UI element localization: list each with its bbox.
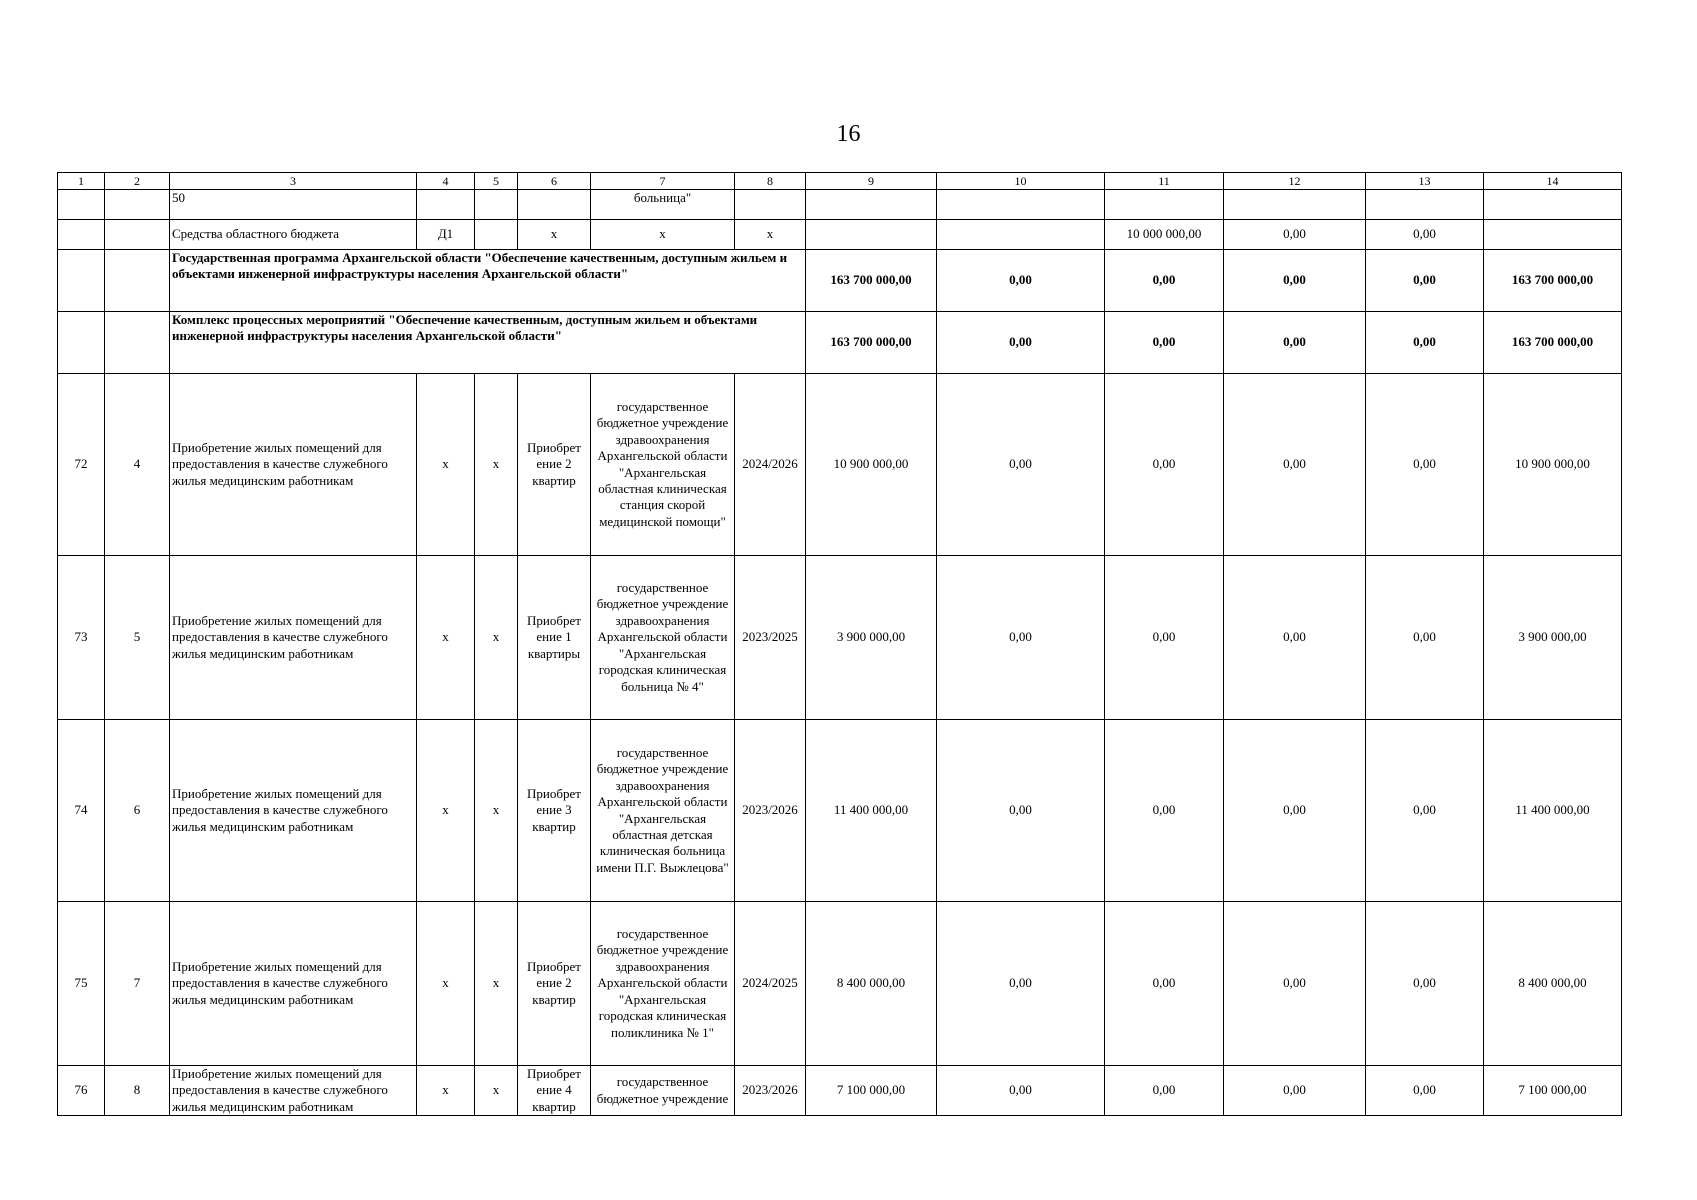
complex-c13: 0,00: [1366, 312, 1484, 374]
table-row: [58, 902, 1622, 1066]
budget-c13-cell: 0,00: [1366, 220, 1484, 250]
program-c14: 163 700 000,00: [1484, 250, 1622, 312]
item-number: 5: [105, 556, 170, 720]
complex-row: [58, 312, 1622, 374]
program-c12: 0,00: [1224, 250, 1366, 312]
c10-value: 0,00: [937, 720, 1105, 902]
column-number: 6: [518, 173, 591, 190]
c4-cell: х: [417, 902, 475, 1066]
column-number: 9: [806, 173, 937, 190]
table-row: [58, 556, 1622, 720]
budget-c8-cell: х: [735, 220, 806, 250]
c11-value: 0,00: [1105, 720, 1224, 902]
period-cell: 2023/2025: [735, 556, 806, 720]
complex-c10: 0,00: [937, 312, 1105, 374]
period-cell: 2023/2026: [735, 720, 806, 902]
column-number: 5: [475, 173, 518, 190]
table-row: [58, 1066, 1622, 1116]
c9-value: 11 400 000,00: [806, 720, 937, 902]
table-row: [58, 720, 1622, 902]
c10-value: 0,00: [937, 556, 1105, 720]
c4-cell: х: [417, 1066, 475, 1116]
result-cell: Приобрет ение 3 квартир: [518, 720, 591, 902]
organization-cell: государственное бюджетное учреждение здравоохранения Архангельской области "Архангельская городская клиническая поликлиника № 1": [591, 902, 735, 1066]
item-number: 7: [105, 902, 170, 1066]
period-cell: 2024/2026: [735, 374, 806, 556]
table-row: [58, 374, 1622, 556]
c12-value: 0,00: [1224, 556, 1366, 720]
measure-name: Приобретение жилых помещений для предоставления в качестве служебного жилья медицинским работникам: [170, 374, 417, 556]
c9-value: 7 100 000,00: [806, 1066, 937, 1116]
budget-c12-cell: 0,00: [1224, 220, 1366, 250]
c14-value: 3 900 000,00: [1484, 556, 1622, 720]
c10-value: 0,00: [937, 902, 1105, 1066]
item-number: 6: [105, 720, 170, 902]
budget-c11-cell: 10 000 000,00: [1105, 220, 1224, 250]
c4-cell: х: [417, 720, 475, 902]
result-cell: Приобрет ение 4 квартир: [518, 1066, 591, 1116]
row-number: 75: [58, 902, 105, 1066]
c5-cell: х: [475, 720, 518, 902]
c14-value: 10 900 000,00: [1484, 374, 1622, 556]
carry-over-row: [58, 190, 1622, 220]
program-row: [58, 250, 1622, 312]
program-c10: 0,00: [937, 250, 1105, 312]
c12-value: 0,00: [1224, 720, 1366, 902]
organization-cell: государственное бюджетное учреждение здравоохранения Архангельской области "Архангельская городская клиническая больница № 4": [591, 556, 735, 720]
page-number: 16: [836, 121, 861, 147]
complex-c11: 0,00: [1105, 312, 1224, 374]
c10-value: 0,00: [937, 374, 1105, 556]
program-c11: 0,00: [1105, 250, 1224, 312]
column-number: 13: [1366, 173, 1484, 190]
complex-c14: 163 700 000,00: [1484, 312, 1622, 374]
budget-source-row: [58, 220, 1622, 250]
c9-value: 10 900 000,00: [806, 374, 937, 556]
c5-cell: х: [475, 902, 518, 1066]
carry-name-cell: 50: [170, 190, 417, 220]
measure-name: Приобретение жилых помещений для предоставления в качестве служебного жилья медицинским работникам: [170, 720, 417, 902]
carry-organization-cell: больница": [591, 190, 735, 220]
c5-cell: х: [475, 374, 518, 556]
column-number: 12: [1224, 173, 1366, 190]
item-number: 8: [105, 1066, 170, 1116]
column-number: 14: [1484, 173, 1622, 190]
complex-c12: 0,00: [1224, 312, 1366, 374]
complex-c9: 163 700 000,00: [806, 312, 937, 374]
organization-cell: государственное бюджетное учреждение: [591, 1066, 735, 1116]
c11-value: 0,00: [1105, 1066, 1224, 1116]
program-c9: 163 700 000,00: [806, 250, 937, 312]
c13-value: 0,00: [1366, 902, 1484, 1066]
c11-value: 0,00: [1105, 556, 1224, 720]
c12-value: 0,00: [1224, 374, 1366, 556]
c4-cell: х: [417, 556, 475, 720]
column-number: 10: [937, 173, 1105, 190]
measure-name: Приобретение жилых помещений для предоставления в качестве служебного жилья медицинским работникам: [170, 902, 417, 1066]
c10-value: 0,00: [937, 1066, 1105, 1116]
result-cell: Приобрет ение 2 квартир: [518, 902, 591, 1066]
measure-name: Приобретение жилых помещений для предоставления в качестве служебного жилья медицинским работникам: [170, 1066, 417, 1116]
c5-cell: х: [475, 1066, 518, 1116]
c13-value: 0,00: [1366, 374, 1484, 556]
c5-cell: х: [475, 556, 518, 720]
c12-value: 0,00: [1224, 1066, 1366, 1116]
c12-value: 0,00: [1224, 902, 1366, 1066]
measure-name: Приобретение жилых помещений для предоставления в качестве служебного жилья медицинским работникам: [170, 556, 417, 720]
result-cell: Приобрет ение 1 квартиры: [518, 556, 591, 720]
column-number: 3: [170, 173, 417, 190]
period-cell: 2023/2026: [735, 1066, 806, 1116]
c14-value: 7 100 000,00: [1484, 1066, 1622, 1116]
c13-value: 0,00: [1366, 556, 1484, 720]
period-cell: 2024/2025: [735, 902, 806, 1066]
budget-code-cell: Д1: [417, 220, 475, 250]
c14-value: 11 400 000,00: [1484, 720, 1622, 902]
row-number: 73: [58, 556, 105, 720]
budget-table: [57, 172, 1622, 1116]
c11-value: 0,00: [1105, 902, 1224, 1066]
result-cell: Приобрет ение 2 квартир: [518, 374, 591, 556]
column-number: 2: [105, 173, 170, 190]
program-title: Государственная программа Архангельской области "Обеспечение качественным, доступным жильем и объектами инженерной инфраструктуры населения Архангельской области": [170, 250, 806, 312]
program-c13: 0,00: [1366, 250, 1484, 312]
c14-value: 8 400 000,00: [1484, 902, 1622, 1066]
column-number: 1: [58, 173, 105, 190]
item-number: 4: [105, 374, 170, 556]
budget-source-name: Средства областного бюджета: [170, 220, 417, 250]
column-number: 11: [1105, 173, 1224, 190]
organization-cell: государственное бюджетное учреждение здравоохранения Архангельской области "Архангельская областная клиническая станция скорой медицинской помощи": [591, 374, 735, 556]
column-number: 4: [417, 173, 475, 190]
c4-cell: х: [417, 374, 475, 556]
c9-value: 3 900 000,00: [806, 556, 937, 720]
row-number: 72: [58, 374, 105, 556]
budget-c6-cell: х: [518, 220, 591, 250]
row-number: 74: [58, 720, 105, 902]
complex-title: Комплекс процессных мероприятий "Обеспечение качественным, доступным жильем и объектами инженерной инфраструктуры населения Архангельской области": [170, 312, 806, 374]
row-number: 76: [58, 1066, 105, 1116]
c13-value: 0,00: [1366, 1066, 1484, 1116]
c11-value: 0,00: [1105, 374, 1224, 556]
organization-cell: государственное бюджетное учреждение здравоохранения Архангельской области "Архангельская областная детская клиническая больница имени П.Г. Выжлецова": [591, 720, 735, 902]
c13-value: 0,00: [1366, 720, 1484, 902]
column-number: 8: [735, 173, 806, 190]
column-number: 7: [591, 173, 735, 190]
column-number-header: [58, 173, 1622, 190]
c9-value: 8 400 000,00: [806, 902, 937, 1066]
budget-c7-cell: х: [591, 220, 735, 250]
